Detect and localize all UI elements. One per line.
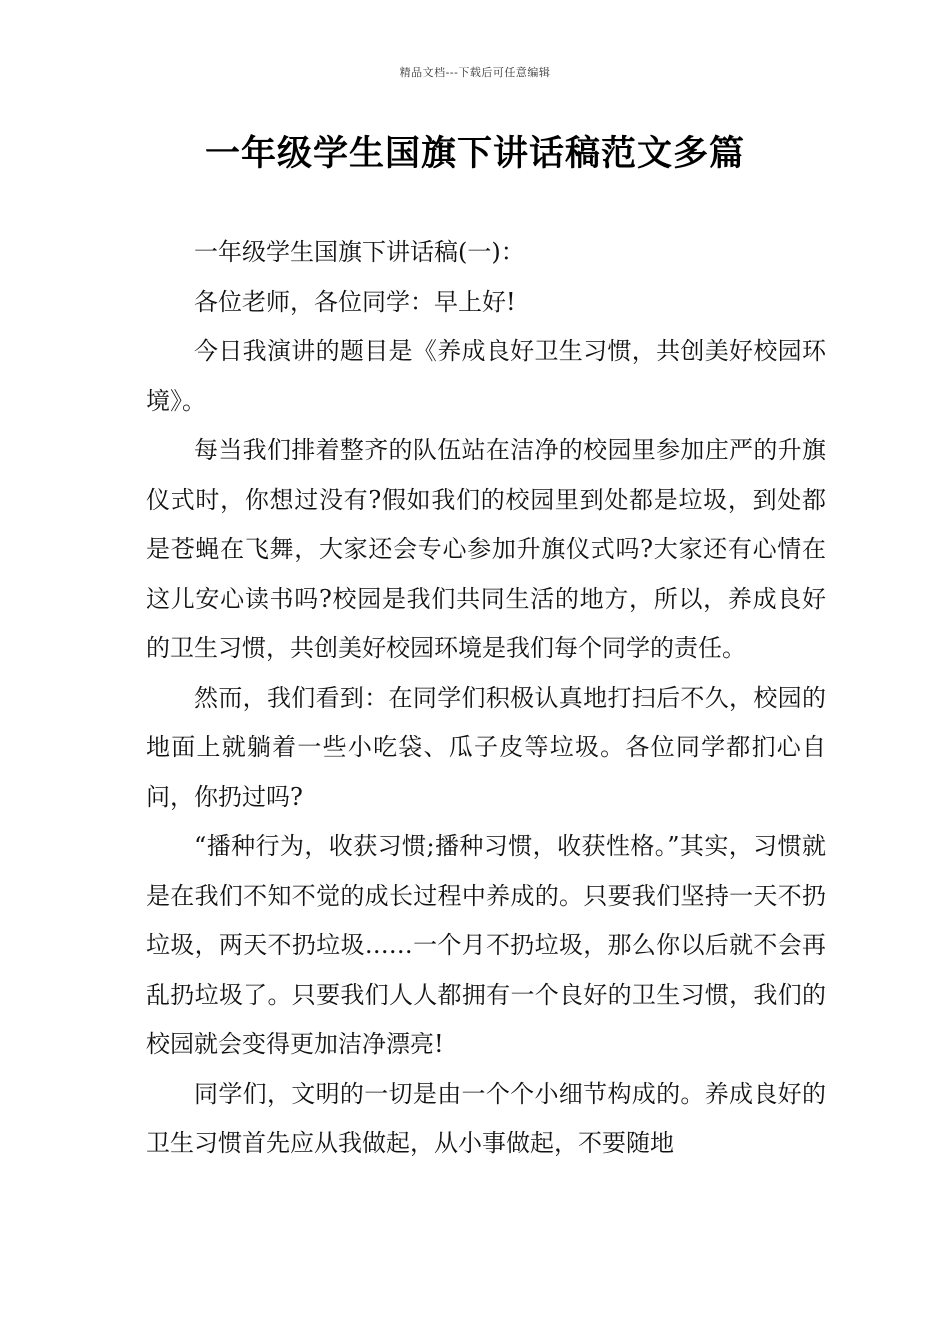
paragraph-4: 每当我们排着整齐的队伍站在洁净的校园里参加庄严的升旗仪式时，你想过没有?假如我们的校园里到处都是垃圾，到处都是苍蝇在飞舞，大家还会专心参加升旗仪式吗?大家还有心情在这儿安心读书吗?校园是我们共同生活的地方，所以，养成良好的卫生习惯，共创美好校园环境是我们每个同学的责任。: [146, 436, 826, 662]
paragraph-2: 各位老师，各位同学：早上好!: [194, 287, 516, 316]
paragraph-5: 然而，我们看到：在同学们积极认真地打扫后不久，校园的地面上就躺着一些小吃袋、瓜子皮等垃圾。各位同学都扪心自问，你扔过吗?: [146, 683, 826, 811]
paragraph-6: “播种行为，收获习惯;播种习惯，收获性格。”其实，习惯就是在我们不知不觉的成长过程中养成的。只要我们坚持一天不扔垃圾，两天不扔垃圾……一个月不扔垃圾，那么你以后就不会再乱扔垃圾了。只要我们人人都拥有一个良好的卫生习惯，我们的校园就会变得更加洁净漂亮!: [146, 832, 826, 1058]
paragraph-1: 一年级学生国旗下讲话稿(一)：: [194, 238, 525, 266]
paragraph-7: 同学们，文明的一切是由一个个小细节构成的。养成良好的卫生习惯首先应从我做起，从小事做起，不要随地: [146, 1079, 826, 1157]
paragraph-3: 今日我演讲的题目是《养成良好卫生习惯，共创美好校园环境》。: [146, 337, 826, 415]
document-body: [146, 228, 826, 1169]
header-note: 精品文档---下载后可任意编辑: [399, 66, 551, 79]
document-title: 一年级学生国旗下讲话稿范文多篇: [204, 133, 745, 174]
